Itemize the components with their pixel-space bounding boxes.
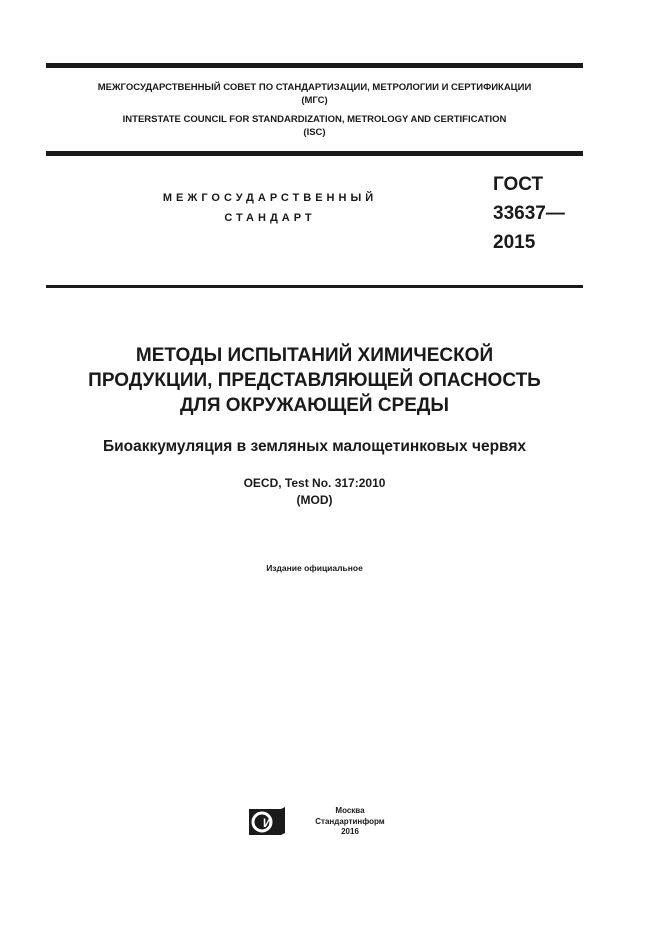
council-ru-name: МЕЖГОСУДАРСТВЕННЫЙ СОВЕТ ПО СТАНДАРТИЗАЦИИ, МЕТРОЛОГИИ И СЕРТИФИКАЦИИ (97, 82, 532, 93)
gost-number (493, 170, 565, 257)
council-ru-abbr: (МГС) (301, 95, 328, 106)
standard-type (140, 188, 400, 228)
svg-text:И: И (263, 816, 272, 830)
publisher (305, 806, 395, 838)
publisher-year: 2016 (341, 827, 359, 836)
standard-line1: МЕЖГОСУДАРСТВЕННЫЙ (162, 192, 378, 204)
council-ru (46, 81, 583, 107)
standartinform-logo-icon (248, 806, 286, 838)
title-line2: ПРОДУКЦИИ, ПРЕДСТАВЛЯЮЩЕЙ ОПАСНОСТЬ (88, 370, 541, 391)
top-rule (46, 63, 583, 68)
gost-year: 2015 (493, 232, 536, 253)
council-en (46, 113, 583, 139)
document-title (46, 343, 583, 418)
reference-mod: (MOD) (296, 493, 333, 507)
gost-code: 33637— (493, 203, 565, 224)
title-line1: МЕТОДЫ ИСПЫТАНИЙ ХИМИЧЕСКОЙ (135, 345, 494, 366)
reference (46, 475, 583, 509)
council-en-name: INTERSTATE COUNCIL FOR STANDARDIZATION, METROLOGY AND CERTIFICATION (122, 114, 507, 125)
publisher-name: Стандартинформ (315, 816, 385, 826)
council-en-abbr: (ISC) (303, 127, 326, 138)
edition-label: Издание официальное (266, 563, 363, 573)
lower-rule (46, 285, 583, 288)
middle-rule (46, 151, 583, 156)
publisher-city: Москва (335, 806, 365, 815)
document-subtitle: Биоаккумуляция в земляных малощетинковых червях (102, 438, 527, 455)
reference-doc: OECD, Test No. 317:2010 (243, 476, 386, 490)
title-line3: ДЛЯ ОКРУЖАЮЩЕЙ СРЕДЫ (179, 395, 450, 416)
standard-line2: СТАНДАРТ (224, 212, 316, 224)
gost-label: ГОСТ (493, 174, 544, 195)
